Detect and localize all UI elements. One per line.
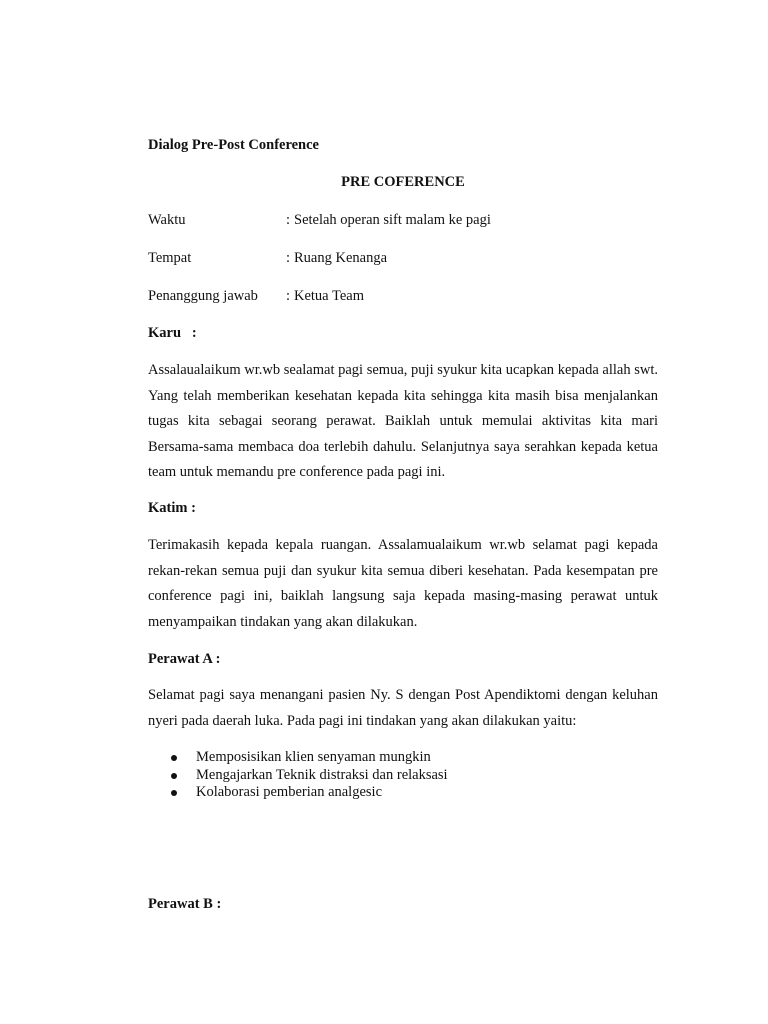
meta-value: Setelah operan sift malam ke pagi bbox=[294, 212, 491, 228]
paragraph-katim: Terimakasih kepada kepala ruangan. Assalamualaikum wr.wb selamat pagi kepada rekan-rekan semua puji dan syukur kita semua diberi kesehatan. Pada kesempatan pre conference pagi ini, baiklah langsung saja kepada masing-masing perawat untuk menyampaikan tindakan yang akan dilakukan. bbox=[148, 537, 658, 630]
meta-colon: : bbox=[286, 212, 291, 228]
meta-row-penanggung-jawab bbox=[148, 288, 658, 308]
meta-row-tempat bbox=[148, 250, 658, 270]
section-title: PRE COFERENCE bbox=[341, 174, 465, 190]
action-text: Memposisikan klien senyaman mungkin bbox=[196, 749, 431, 765]
action-text: Kolaborasi pemberian analgesic bbox=[196, 784, 383, 800]
bullet-dot bbox=[171, 790, 177, 796]
meta-value: Ruang Kenanga bbox=[294, 250, 388, 266]
speaker-katim: Katim : bbox=[148, 500, 196, 516]
meta-label: Penanggung jawab bbox=[148, 288, 258, 304]
meta-colon: : bbox=[286, 288, 291, 304]
meta-row-waktu bbox=[148, 212, 658, 232]
meta-value: Ketua Team bbox=[294, 288, 364, 304]
bullet-dot bbox=[171, 773, 177, 779]
speaker-perawat-b: Perawat B : bbox=[148, 896, 222, 912]
list-item bbox=[148, 749, 658, 767]
meta-label: Waktu bbox=[148, 212, 186, 228]
document-title: Dialog Pre-Post Conference bbox=[148, 137, 319, 153]
list-item bbox=[148, 767, 658, 785]
action-text: Mengajarkan Teknik distraksi dan relaksasi bbox=[196, 766, 448, 783]
list-item bbox=[148, 784, 658, 802]
speaker-perawat-a: Perawat A : bbox=[148, 651, 221, 667]
meta-colon: : bbox=[286, 250, 291, 266]
speaker-karu: Karu : bbox=[148, 325, 197, 341]
meta-label: Tempat bbox=[148, 250, 192, 266]
bullet-dot bbox=[171, 755, 177, 761]
paragraph-karu: Assalaualaikum wr.wb sealamat pagi semua, puji syukur kita ucapkan kepada allah swt. Yang telah memberikan kesehatan kepada kita sehingga kita masih bisa menjalankan tugas kita sebagai seorang perawat. Baiklah untuk memulai aktivitas kita mari Bersama-sama membaca doa terlebih dahulu. Selanjutnya saya serahkan kepada ketua team untuk memandu pre conference pada pagi ini. bbox=[148, 362, 658, 480]
action-list bbox=[148, 749, 658, 802]
paragraph-perawat-a: Selamat pagi saya menangani pasien Ny. S dengan Post Apendiktomi dengan keluhan nyeri pada daerah luka. Pada pagi ini tindakan yang akan dilakukan yaitu: bbox=[148, 687, 658, 729]
